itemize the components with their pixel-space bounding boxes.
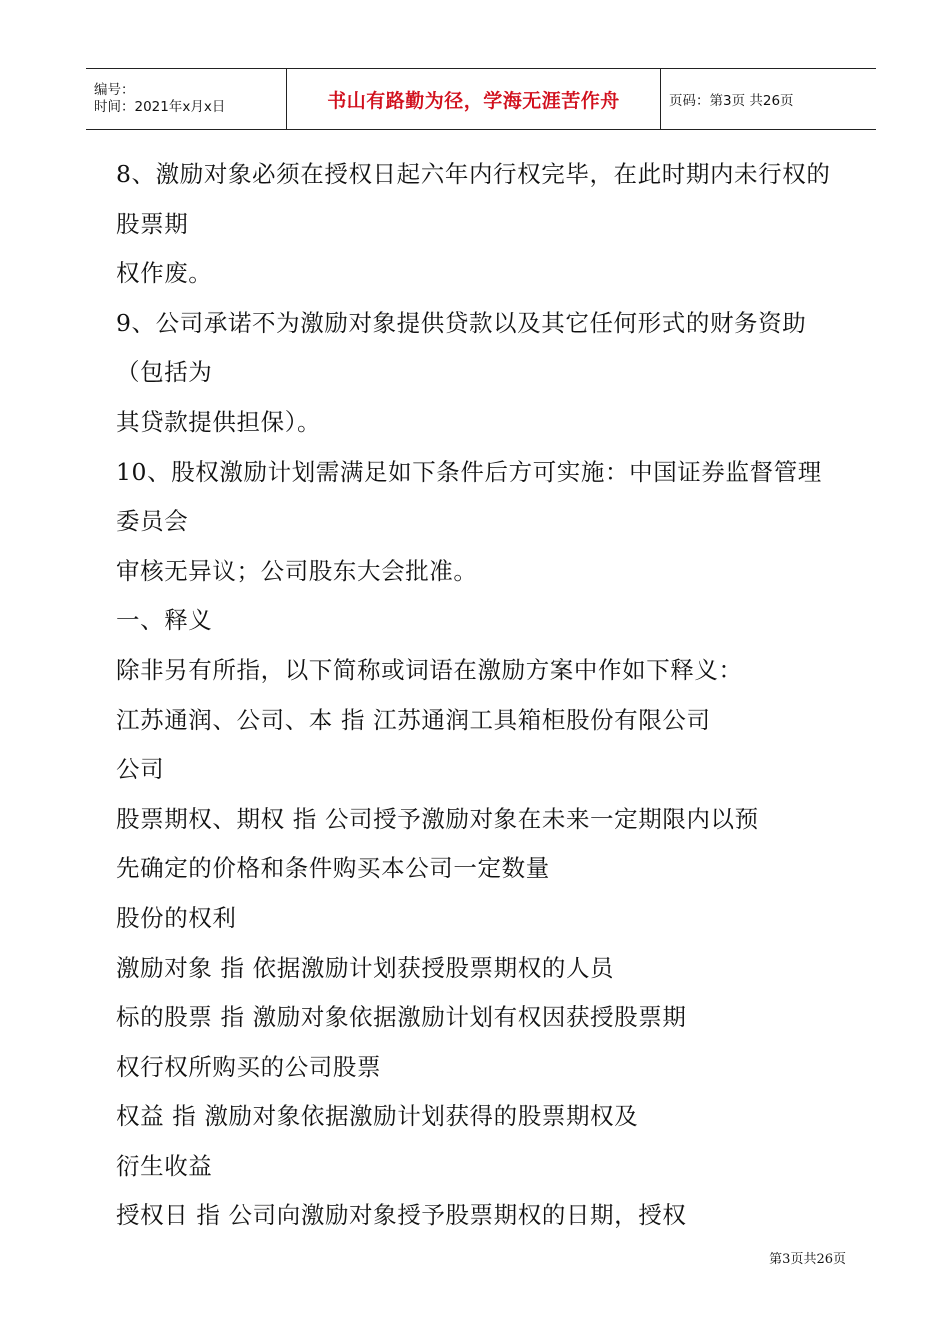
definition-line: 标的股票 指 激励对象依据激励计划有权因获授股票期 — [116, 1003, 687, 1032]
document-number-label: 编号： — [94, 82, 135, 98]
document-body — [116, 150, 856, 1241]
body-line: 9、公司承诺不为激励对象提供贷款以及其它任何形式的财务资助 — [116, 308, 807, 337]
body-line: 审核无异议；公司股东大会批准。 — [116, 556, 478, 585]
body-line: 10、股权激励计划需满足如下条件后方可实施：中国证券监督管理 — [116, 457, 822, 486]
body-line: （包括为 — [116, 358, 213, 387]
document-time-label: 时间：2021年x月x日 — [94, 99, 226, 115]
header-motto — [287, 69, 661, 129]
definition-line: 先确定的价格和条件购买本公司一定数量 — [116, 854, 550, 883]
definition-line: 股份的权利 — [116, 903, 237, 932]
definition-line: 公司 — [116, 755, 165, 784]
page-header — [86, 68, 876, 130]
body-line: 除非另有所指，以下简称或词语在激励方案中作如下释义： — [116, 655, 743, 684]
definition-line: 授权日 指 公司向激励对象授予股票期权的日期，授权 — [116, 1201, 687, 1230]
footer-page-number: 第3页共26页 — [769, 1252, 846, 1267]
definition-line: 权益 指 激励对象依据激励计划获得的股票期权及 — [116, 1102, 639, 1131]
body-line: 股票期 — [116, 209, 189, 238]
definition-line: 权行权所购买的公司股票 — [116, 1052, 382, 1081]
page-number-label: 页码：第3页 共26页 — [669, 93, 794, 109]
page-footer — [769, 1248, 846, 1267]
body-line: 其贷款提供担保）。 — [116, 407, 322, 436]
definition-line: 激励对象 指 依据激励计划获授股票期权的人员 — [116, 953, 615, 982]
motto-text: 书山有路勤为径，学海无涯苦作舟 — [327, 89, 620, 112]
definition-line: 股票期权、期权 指 公司授予激励对象在未来一定期限内以预 — [116, 804, 759, 833]
definition-line: 衍生收益 — [116, 1151, 213, 1180]
body-line: 8、激励对象必须在授权日起六年内行权完毕，在此时期内未行权的 — [116, 160, 831, 188]
section-heading: 一、释义 — [116, 606, 213, 635]
body-line: 委员会 — [116, 507, 189, 536]
header-meta — [86, 69, 287, 129]
body-line: 权作废。 — [116, 259, 213, 288]
definition-line: 江苏通润、公司、本 指 江苏通润工具箱柜股份有限公司 — [116, 705, 711, 734]
header-page-info — [661, 69, 876, 129]
